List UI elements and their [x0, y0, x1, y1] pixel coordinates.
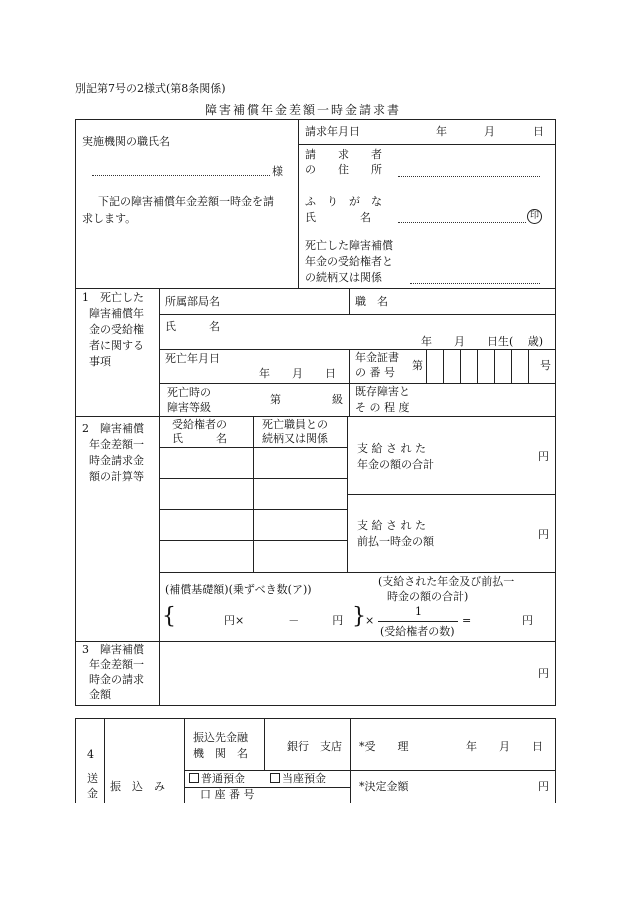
- formula-sum-label-1: (支給された年金及び前払一: [378, 575, 515, 588]
- sec3-label-3: 時金の請求: [89, 673, 144, 686]
- account-number-label: 口 座 番 号: [200, 788, 255, 801]
- receipt-label: *受 理: [359, 740, 409, 753]
- prepayment-label-1: 支 給 さ れ た: [357, 519, 426, 532]
- receipt-date: 年 月 日: [466, 740, 543, 753]
- sec2-label-2: 年金差額一: [89, 438, 144, 451]
- sec3-label-1: 3 障害補償: [82, 643, 144, 656]
- sec2-label-4: 額の計算等: [89, 470, 144, 483]
- right-brace: }: [352, 604, 366, 629]
- bank-branch-label: 銀行 支店: [287, 740, 342, 753]
- sec3-label-4: 金額: [89, 688, 111, 701]
- sec2-label-1: 2 障害補償: [82, 422, 144, 435]
- checking-deposit-checkbox[interactable]: [270, 773, 280, 783]
- claimant-address-label-2: の 住 所: [305, 163, 382, 176]
- deceased-name-label: 氏 名: [165, 320, 220, 333]
- sec4-soukin-2: 金: [87, 787, 98, 800]
- formula-equals: =: [462, 614, 472, 627]
- sec1-label-3: 金の受給権: [89, 323, 144, 336]
- disability-grade-label-1: 死亡時の: [167, 386, 211, 399]
- existing-disability-label-1: 既存障害と: [355, 385, 410, 398]
- sec1-label-2: 障害補償年: [89, 307, 144, 320]
- sec4-number: 4: [87, 748, 94, 761]
- relation-label-2: 年金の受給権者と: [305, 255, 393, 268]
- decided-amount-label: *決定金額: [359, 780, 409, 793]
- seal-icon: 印: [527, 209, 542, 224]
- checking-deposit-label: 当座預金: [282, 772, 326, 785]
- pension-cert-label-1: 年金証書: [355, 351, 399, 364]
- prepayment-label-2: 前払一時金の額: [357, 535, 434, 548]
- bank-label-2: 機 関 名: [193, 747, 248, 760]
- claimant-name-field[interactable]: [398, 222, 526, 223]
- claimant-name-label: 氏 名: [305, 211, 371, 224]
- furigana-label: ふ り が な: [305, 195, 382, 208]
- request-text-2: 求します。: [82, 212, 137, 225]
- sec1-label-1: 1 死亡した: [82, 291, 144, 304]
- furikomi-label: 振 込 み: [110, 780, 165, 793]
- form-reference: 別記第7号の2様式(第8条関係): [75, 82, 226, 95]
- col-relation-1: 死亡職員との: [262, 418, 328, 431]
- formula-multiply: ×: [365, 614, 375, 627]
- grade-dai: 第: [270, 393, 281, 406]
- birth-date-label: 年 月 日生( 歳): [421, 335, 544, 348]
- formula-numerator: 1: [415, 605, 422, 618]
- formula-denominator: (受給権者の数): [380, 625, 455, 638]
- pension-cert-label-2: の 番 号: [355, 366, 395, 379]
- day-label: 日: [533, 125, 544, 138]
- relation-label-3: の続柄又は関係: [305, 271, 382, 284]
- death-date-label: 死亡年月日: [165, 352, 220, 365]
- sec1-label-4: 者に関する: [89, 339, 144, 352]
- sec2-label-3: 時金請求金: [89, 454, 144, 467]
- death-date-ymd: 年 月 日: [259, 367, 336, 380]
- grade-kyu: 級: [332, 393, 343, 406]
- page-title: 障害補償年金差額一時金請求書: [205, 103, 402, 117]
- paid-pension-total-label-1: 支 給 さ れ た: [357, 442, 426, 455]
- month-label: 月: [484, 125, 495, 138]
- post-label: 職 名: [355, 295, 388, 308]
- relation-label-1: 死亡した障害補償: [305, 239, 393, 252]
- existing-disability-label-2: そ の 程 度: [355, 401, 410, 414]
- prepayment-yen: 円: [538, 528, 549, 541]
- bank-label-1: 振込先金融: [193, 731, 248, 744]
- disability-grade-label-2: 障害等級: [167, 401, 211, 414]
- request-date-label: 請求年月日: [305, 125, 360, 138]
- col-heir-name-1: 受給権者の: [172, 418, 227, 431]
- formula-sum-label-2: 時金の額の合計): [387, 590, 469, 603]
- decided-amount-yen: 円: [538, 780, 549, 793]
- sama-suffix: 様: [272, 165, 283, 178]
- col-heir-name-2: 氏 名: [172, 432, 227, 445]
- sec1-label-5: 事項: [89, 355, 111, 368]
- sec3-label-2: 年金差額一: [89, 658, 144, 671]
- formula-line: 円× － 円: [224, 614, 344, 627]
- agency-label: 実施機関の職氏名: [82, 135, 170, 148]
- ordinary-deposit-label: 普通預金: [201, 772, 245, 785]
- ordinary-deposit-checkbox[interactable]: [189, 773, 199, 783]
- relation-field[interactable]: [410, 283, 540, 284]
- formula-yen: 円: [522, 614, 533, 627]
- claimant-address-field[interactable]: [398, 176, 540, 177]
- paid-total-yen: 円: [538, 450, 549, 463]
- left-brace: {: [162, 604, 176, 629]
- col-relation-2: 続柄又は関係: [262, 432, 328, 445]
- claim-amount-yen: 円: [538, 667, 549, 680]
- year-label: 年: [436, 125, 447, 138]
- formula-base-label: (補償基礎額)(乗ずべき数(ア)): [165, 583, 312, 596]
- pension-cert-dai: 第: [412, 359, 423, 372]
- pension-cert-go: 号: [540, 359, 551, 372]
- dept-label: 所属部局名: [165, 295, 220, 308]
- sec4-soukin-1: 送: [87, 772, 98, 785]
- request-text-1: 下記の障害補償年金差額一時金を請: [98, 195, 274, 208]
- claimant-address-label-1: 請 求 者: [305, 148, 382, 161]
- paid-pension-total-label-2: 年金の額の合計: [357, 458, 434, 471]
